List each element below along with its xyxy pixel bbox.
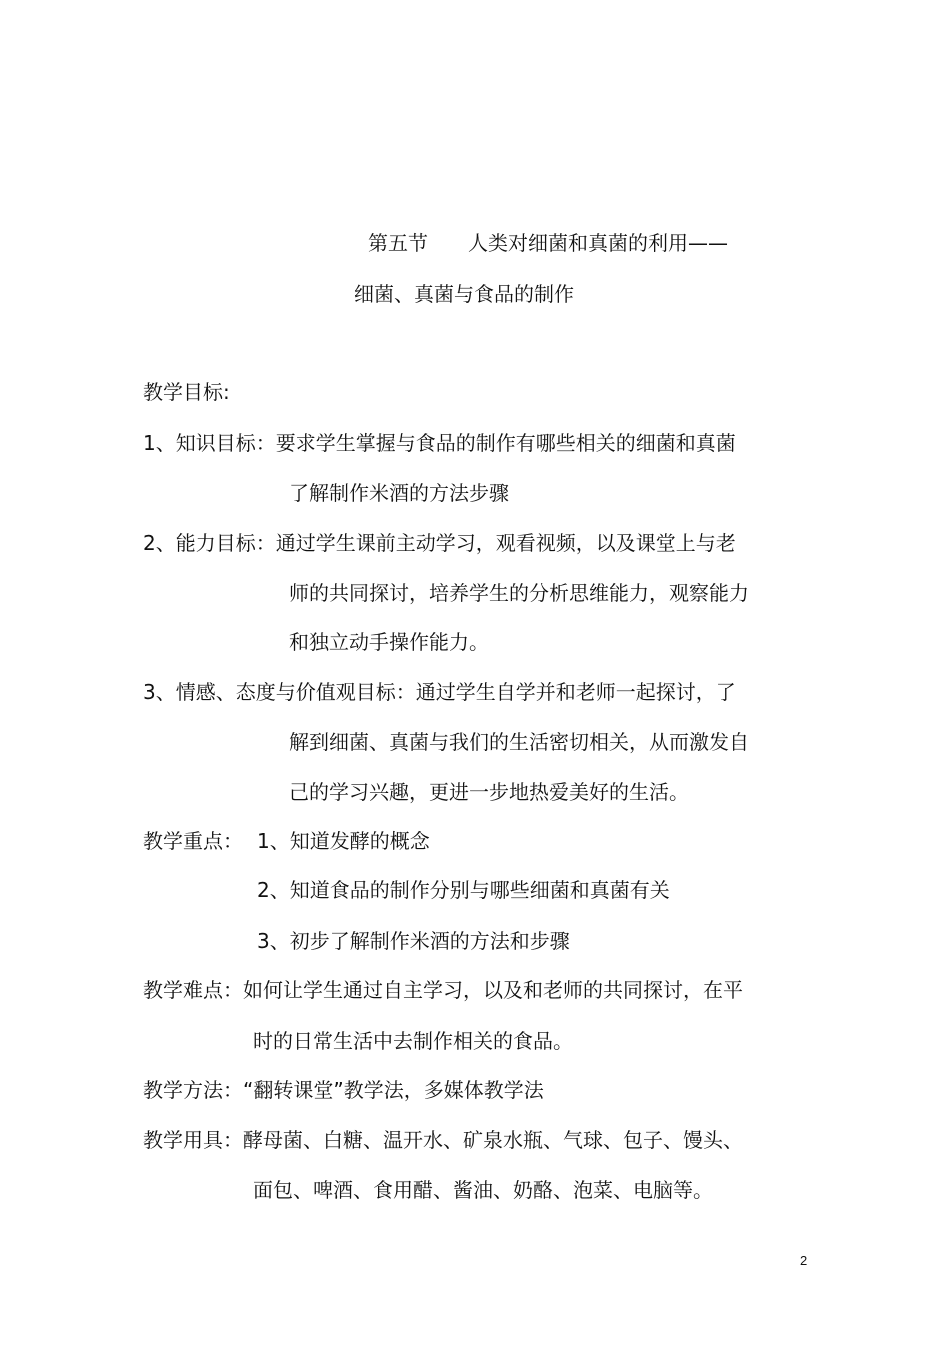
objective-knowledge-line1: 1、知识目标：要求学生掌握与食品的制作有哪些相关的细菌和真菌 [143, 431, 736, 455]
teaching-methods: 教学方法：“翻转课堂”教学法，多媒体教学法 [143, 1078, 544, 1102]
objective-emotion-line3: 己的学习兴趣，更进一步地热爱美好的生活。 [289, 780, 689, 804]
key-point-item: 1、知道发酵的概念 [257, 829, 430, 853]
objective-ability-line1: 2、能力目标：通过学生课前主动学习，观看视频，以及课堂上与老 [143, 531, 736, 555]
page-title [368, 230, 728, 256]
title-section: 第五节 [368, 231, 428, 255]
objective-emotion-line1: 3、情感、态度与价值观目标：通过学生自学并和老师一起探讨，了 [143, 680, 736, 704]
objective-ability-line3: 和独立动手操作能力。 [289, 630, 489, 654]
title-main: 人类对细菌和真菌的利用—— [468, 231, 728, 255]
objective-emotion-line2: 解到细菌、真菌与我们的生活密切相关，从而激发自 [289, 730, 749, 754]
difficulty-line1: 教学难点：如何让学生通过自主学习，以及和老师的共同探讨，在平 [143, 978, 743, 1002]
key-point-item: 3、初步了解制作米酒的方法和步骤 [257, 929, 570, 953]
objective-knowledge-line2: 了解制作米酒的方法步骤 [289, 481, 509, 505]
key-point-item: 2、知道食品的制作分别与哪些细菌和真菌有关 [257, 878, 670, 902]
objectives-heading: 教学目标: [143, 380, 230, 404]
key-points-label: 教学重点： [143, 829, 243, 853]
materials-line2: 面包、啤酒、食用醋、酱油、奶酪、泡菜、电脑等。 [253, 1178, 713, 1202]
objective-ability-line2: 师的共同探讨，培养学生的分析思维能力，观察能力 [289, 581, 749, 605]
page-subtitle: 细菌、真菌与食品的制作 [354, 282, 574, 306]
materials-line1: 教学用具：酵母菌、白糖、温开水、矿泉水瓶、气球、包子、馒头、 [143, 1128, 743, 1152]
difficulty-line2: 时的日常生活中去制作相关的食品。 [253, 1029, 573, 1053]
page-number: 2 [800, 1253, 808, 1268]
